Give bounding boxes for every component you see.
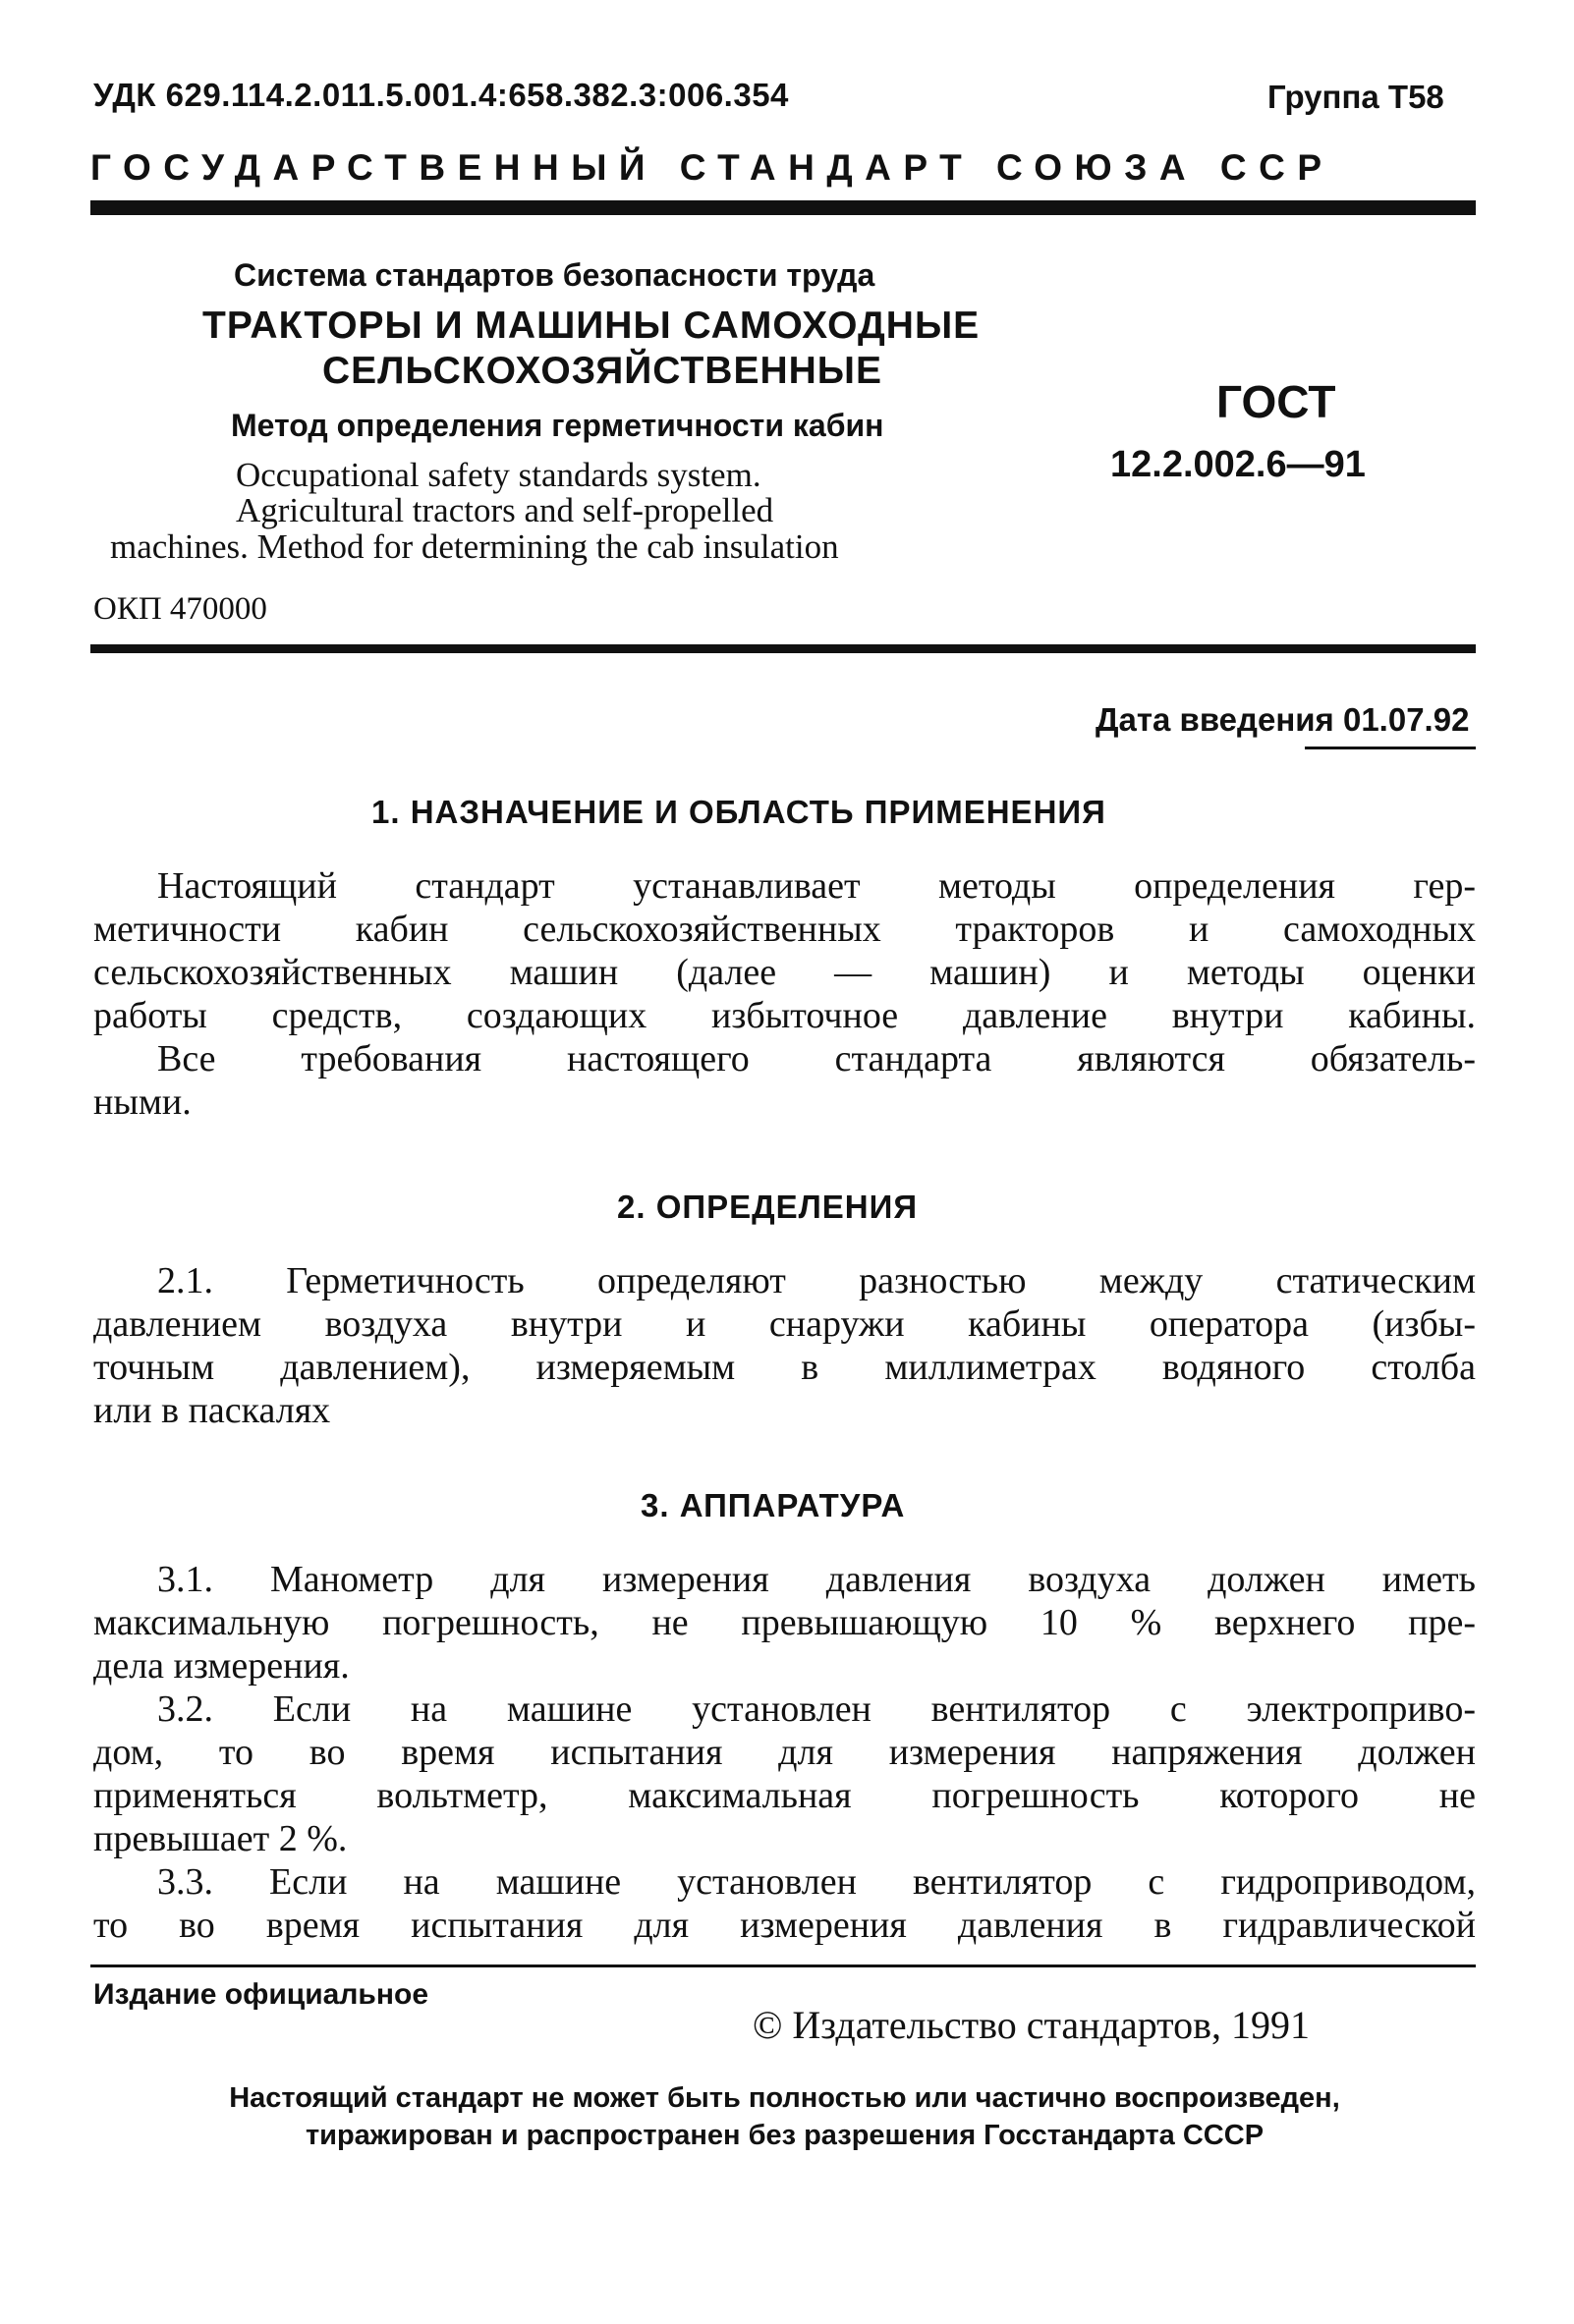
group-code: Группа Т58 — [1267, 79, 1444, 115]
text-line: давлением воздуха внутри и снаружи кабины оператора (избы- — [93, 1303, 1476, 1345]
text-line: 2.1. Герметичность определяют разностью между статическим — [157, 1260, 1476, 1301]
section-2-heading: 2. ОПРЕДЕЛЕНИЯ — [617, 1189, 919, 1225]
section-3-heading: 3. АППАРАТУРА — [641, 1487, 906, 1523]
section-3-paragraph-2 — [93, 1688, 1476, 1860]
english-title-line-2: Agricultural tractors and self-propelled — [236, 491, 774, 529]
text-line: сельскохозяйственных машин (далее — машин) и методы оценки — [93, 952, 1476, 993]
copyright-line: © Издательство стандартов, 1991 — [753, 2003, 1311, 2047]
text-line: 3.1. Манометр для измерения давления воздуха должен иметь — [157, 1559, 1476, 1600]
text-line: Настоящий стандарт устанавливает методы определения гер- — [157, 865, 1476, 907]
text-line: Все требования настоящего стандарта являются обязатель- — [157, 1038, 1476, 1079]
udk-code: УДК 629.114.2.011.5.001.4:658.382.3:006.354 — [93, 77, 789, 113]
section-1-paragraph-2 — [93, 1037, 1476, 1124]
introduction-date: Дата введения 01.07.92 — [1096, 701, 1470, 738]
section-2-paragraph-1 — [93, 1259, 1476, 1432]
text-line: работы средств, создающих избыточное давление внутри кабины. — [93, 995, 1476, 1036]
text-line: превышает 2 %. — [93, 1818, 348, 1859]
text-line: метичности кабин сельскохозяйственных тракторов и самоходных — [93, 909, 1476, 950]
method-subtitle: Метод определения герметичности кабин — [231, 408, 884, 443]
official-edition-label: Издание официальное — [93, 1978, 429, 2011]
header-rule — [90, 200, 1476, 215]
okp-code: ОКП 470000 — [93, 591, 267, 627]
document-title-line-2: СЕЛЬСКОХОЗЯЙСТВЕННЫЕ — [322, 350, 882, 392]
reproduction-notice-line-1: Настоящий стандарт не может быть полностью или частично воспроизведен, — [229, 2082, 1340, 2114]
text-line: максимальную погрешность, не превышающую 10 % верхнего пре- — [93, 1602, 1476, 1643]
section-3-paragraph-3 — [93, 1860, 1476, 1947]
english-title-line-3: machines. Method for determining the cab insulation — [110, 527, 839, 566]
reproduction-notice-line-2: тиражирован и распространен без разрешения Госстандарта СССР — [305, 2120, 1265, 2151]
footer-rule — [90, 1964, 1476, 1967]
title-block-rule — [90, 644, 1476, 653]
section-1-heading: 1. НАЗНАЧЕНИЕ И ОБЛАСТЬ ПРИМЕНЕНИЯ — [371, 794, 1106, 830]
introduction-date-underline — [1305, 747, 1476, 749]
section-1-paragraph-1 — [93, 864, 1476, 1037]
text-line: 3.2. Если на машине установлен вентилятор с электроприво- — [157, 1688, 1476, 1730]
section-3-paragraph-1 — [93, 1558, 1476, 1688]
text-line: точным давлением), измеряемым в миллиметрах водяного столба — [93, 1347, 1476, 1388]
document-title-line-1: ТРАКТОРЫ И МАШИНЫ САМОХОДНЫЕ — [202, 304, 981, 347]
english-title-line-1: Occupational safety standards system. — [236, 456, 761, 494]
text-line: дом, то во время испытания для измерения напряжения должен — [93, 1732, 1476, 1773]
text-line: применяться вольтметр, максимальная погрешность которого не — [93, 1775, 1476, 1816]
text-line: или в паскалях — [93, 1390, 331, 1431]
text-line: 3.3. Если на машине установлен вентилятор с гидроприводом, — [157, 1861, 1476, 1903]
text-line: ными. — [93, 1081, 192, 1123]
text-line: то во время испытания для измерения давления в гидравлической — [93, 1905, 1476, 1946]
gost-label: ГОСТ — [1216, 376, 1336, 427]
gost-number: 12.2.002.6—91 — [1110, 444, 1366, 485]
state-standard-banner: ГОСУДАРСТВЕННЫЙ СТАНДАРТ СОЮЗА ССР — [90, 147, 1334, 188]
text-line: дела измерения. — [93, 1645, 350, 1687]
standards-system-label: Система стандартов безопасности труда — [234, 257, 875, 293]
